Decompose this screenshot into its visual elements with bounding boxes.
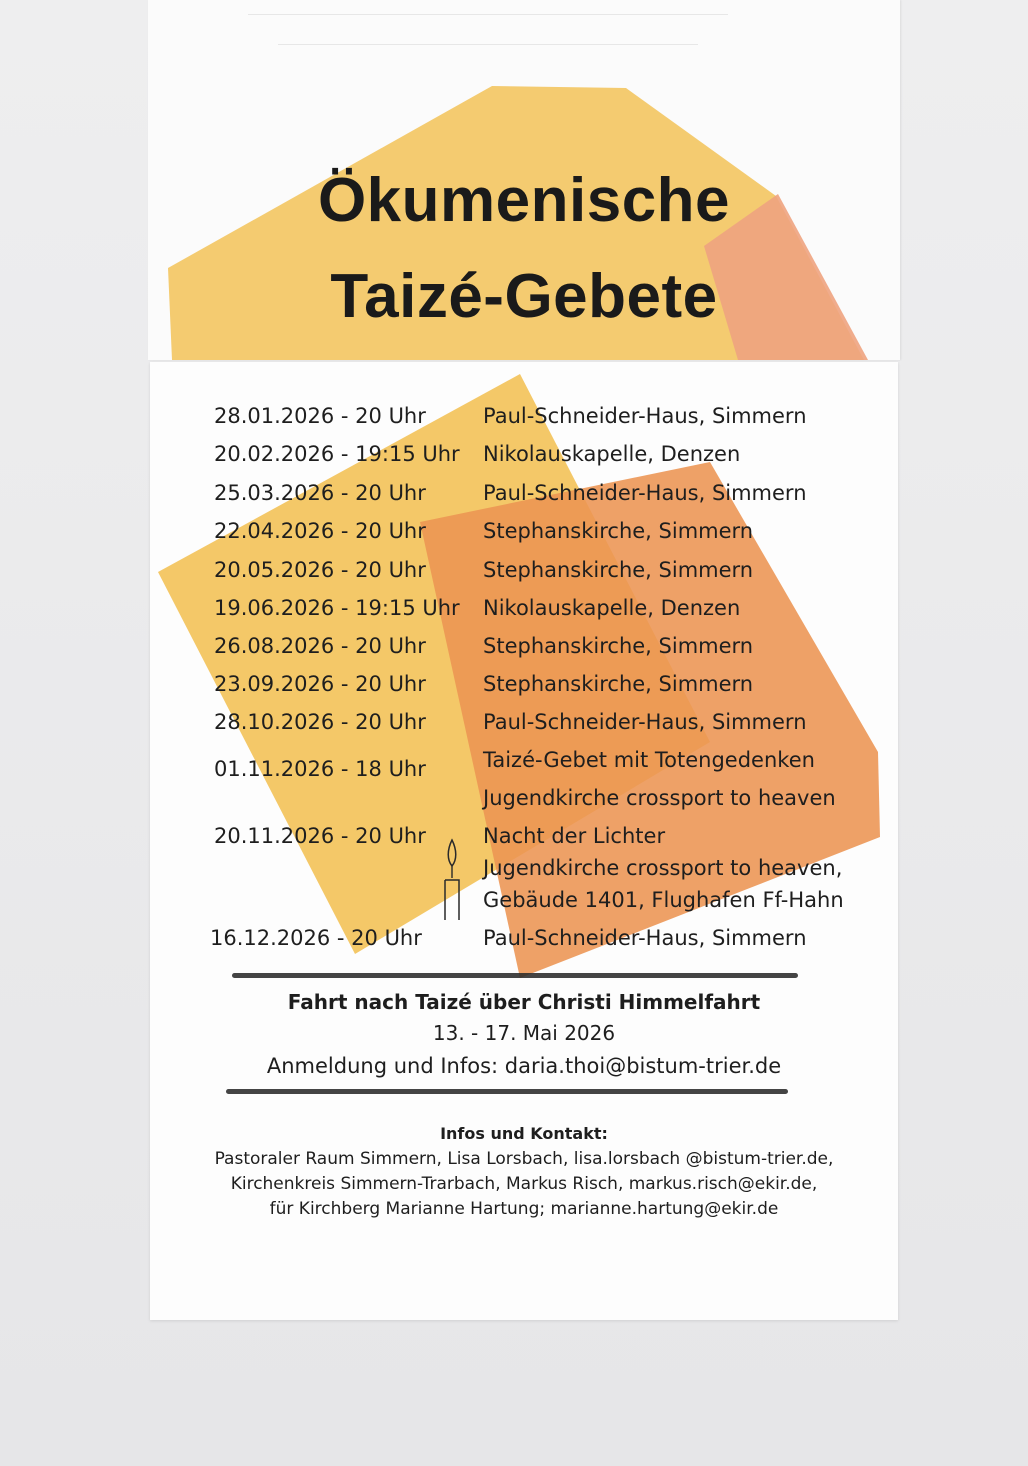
schedule-date: 01.11.2026 - 18 Uhr: [214, 757, 426, 781]
schedule-place: Nacht der Lichter: [483, 824, 666, 848]
schedule-date: 20.02.2026 - 19:15 Uhr: [214, 442, 460, 466]
candle-icon: [438, 832, 468, 928]
contact-line: Pastoraler Raum Simmern, Lisa Lorsbach, lisa.lorsbach @bistum-trier.de,: [214, 1149, 834, 1169]
schedule-place: Nikolauskapelle, Denzen: [483, 596, 741, 620]
schedule-place: Stephanskirche, Simmern: [483, 672, 754, 696]
schedule-date: 19.06.2026 - 19:15 Uhr: [214, 596, 460, 620]
schedule-place: Nikolauskapelle, Denzen: [483, 442, 741, 466]
schedule-date: 25.03.2026 - 20 Uhr: [214, 481, 426, 505]
schedule-place: Stephanskirche, Simmern: [483, 558, 754, 582]
schedule-date: 20.05.2026 - 20 Uhr: [214, 558, 426, 582]
schedule-place: Paul-Schneider-Haus, Simmern: [483, 481, 807, 505]
schedule-place: Paul-Schneider-Haus, Simmern: [483, 710, 807, 734]
schedule-place: Jugendkirche crossport to heaven,: [483, 856, 843, 880]
trip-heading: Fahrt nach Taizé über Christi Himmelfahrt: [287, 990, 761, 1014]
schedule-place: Taizé-Gebet mit Totengedenken: [483, 748, 815, 772]
contact-heading: Infos und Kontakt:: [440, 1124, 608, 1143]
schedule-date: 28.01.2026 - 20 Uhr: [214, 404, 426, 428]
flyer-title-line-2: Taizé-Gebete: [330, 262, 718, 331]
contact-line: Kirchenkreis Simmern-Trarbach, Markus Risch, markus.risch@ekir.de,: [230, 1174, 818, 1194]
divider-bottom: [226, 1089, 788, 1094]
schedule-date: 16.12.2026 - 20 Uhr: [210, 926, 422, 950]
schedule-place: Gebäude 1401, Flughafen Ff-Hahn: [483, 888, 844, 912]
schedule-place: Stephanskirche, Simmern: [483, 634, 754, 658]
contact-line: für Kirchberg Marianne Hartung; marianne.hartung@ekir.de: [269, 1199, 779, 1219]
schedule-date: 22.04.2026 - 20 Uhr: [214, 519, 426, 543]
trip-signup: Anmeldung und Infos: daria.thoi@bistum-trier.de: [266, 1054, 782, 1078]
schedule-place: Jugendkirche crossport to heaven: [483, 786, 836, 810]
schedule-place: Paul-Schneider-Haus, Simmern: [483, 926, 807, 950]
schedule-date: 23.09.2026 - 20 Uhr: [214, 672, 426, 696]
schedule-date: 28.10.2026 - 20 Uhr: [214, 710, 426, 734]
schedule-date: 20.11.2026 - 20 Uhr: [214, 824, 426, 848]
flyer-title-line-1: Ökumenische: [317, 166, 731, 235]
divider-top: [232, 973, 798, 978]
schedule-place: Paul-Schneider-Haus, Simmern: [483, 404, 807, 428]
trip-dates: 13. - 17. Mai 2026: [432, 1021, 616, 1045]
schedule-place: Stephanskirche, Simmern: [483, 519, 754, 543]
schedule-date: 26.08.2026 - 20 Uhr: [214, 634, 426, 658]
